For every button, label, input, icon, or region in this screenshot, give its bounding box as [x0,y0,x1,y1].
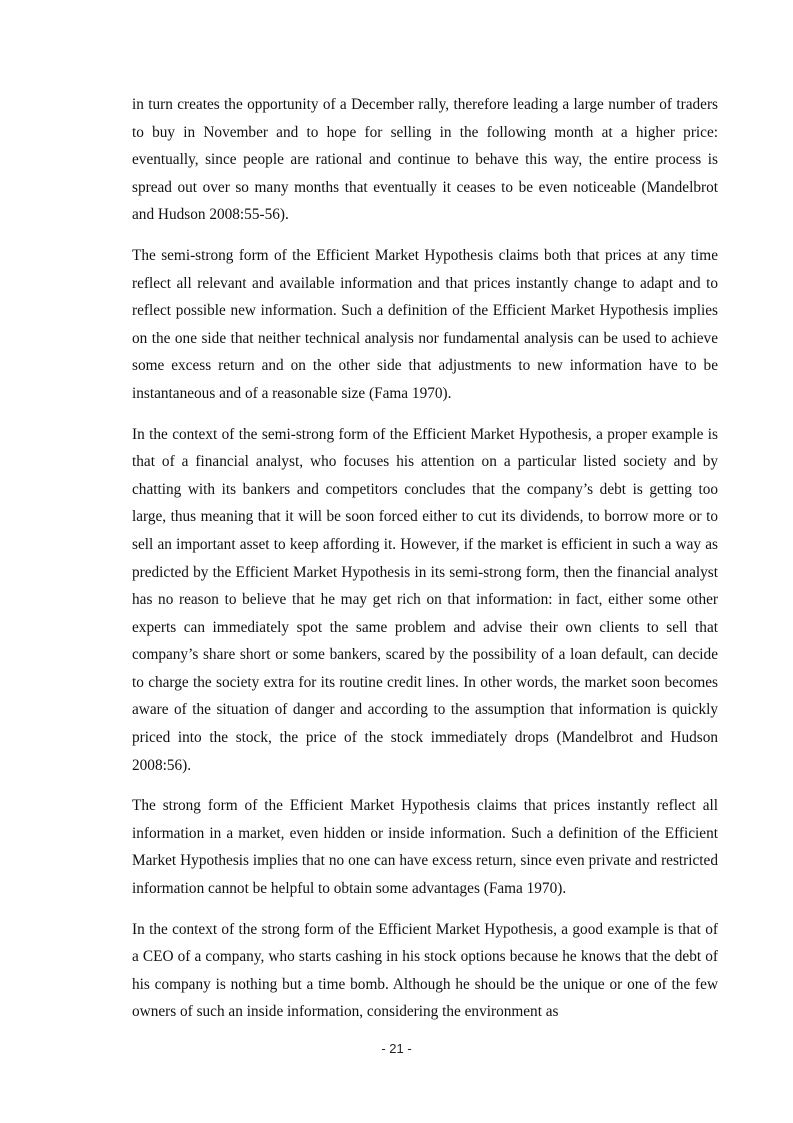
paragraph-semi-strong-example: In the context of the semi-strong form of the Efficient Market Hypothesis, a proper example is that of a financial analyst, who focuses his attention on a particular listed society and by chatting with its bankers and competitors concludes that the company’s debt is getting too large, thus meaning that it will be soon forced either to cut its dividends, to borrow more or to sell an important asset to keep affording it. However, if the market is efficient in such a way as predicted by the Efficient Market Hypothesis in its semi-strong form, then the financial analyst has no reason to believe that he may get rich on that information: in fact, either some other experts can immediately spot the same problem and advise their own clients to sell that company’s share short or some bankers, scared by the possibility of a loan default, can decide to charge the society extra for its routine credit lines. In other words, the market soon becomes aware of the situation of danger and according to the assumption that information is quickly priced into the stock, the price of the stock immediately drops (Mandelbrot and Hudson 2008:56). [132,425,718,774]
paragraph-strong-example: In the context of the strong form of the Efficient Market Hypothesis, a good example is that of a CEO of a company, who starts cashing in his stock options because he knows that the debt of his company is nothing but a time bomb. Although he should be the unique or one of the few owners of such an inside information, considering the environment as [132,920,718,1021]
body-text [132,91,718,1039]
paragraph-december-rally: in turn creates the opportunity of a December rally, therefore leading a large number of traders to buy in November and to hope for selling in the following month at a higher price: eventually, since people are rational and continue to behave this way, the entire process is spread out over so many months that eventually it ceases to be even noticeable (Mandelbrot and Hudson 2008:55-56). [132,96,718,224]
page-number: - 21 - [381,1041,412,1056]
paragraph-strong-definition: The strong form of the Efficient Market Hypothesis claims that prices instantly reflect all information in a market, even hidden or inside information. Such a definition of the Efficient Market Hypothesis implies that no one can have excess return, since even private and restricted information cannot be helpful to obtain some advantages (Fama 1970). [132,797,718,898]
paragraph-semi-strong-definition: The semi-strong form of the Efficient Market Hypothesis claims both that prices at any time reflect all relevant and available information and that prices instantly change to adapt and to reflect possible new information. Such a definition of the Efficient Market Hypothesis implies on the one side that neither technical analysis nor fundamental analysis can be used to achieve some excess return and on the other side that adjustments to new information have to be instantaneous and of a reasonable size (Fama 1970). [132,246,718,402]
